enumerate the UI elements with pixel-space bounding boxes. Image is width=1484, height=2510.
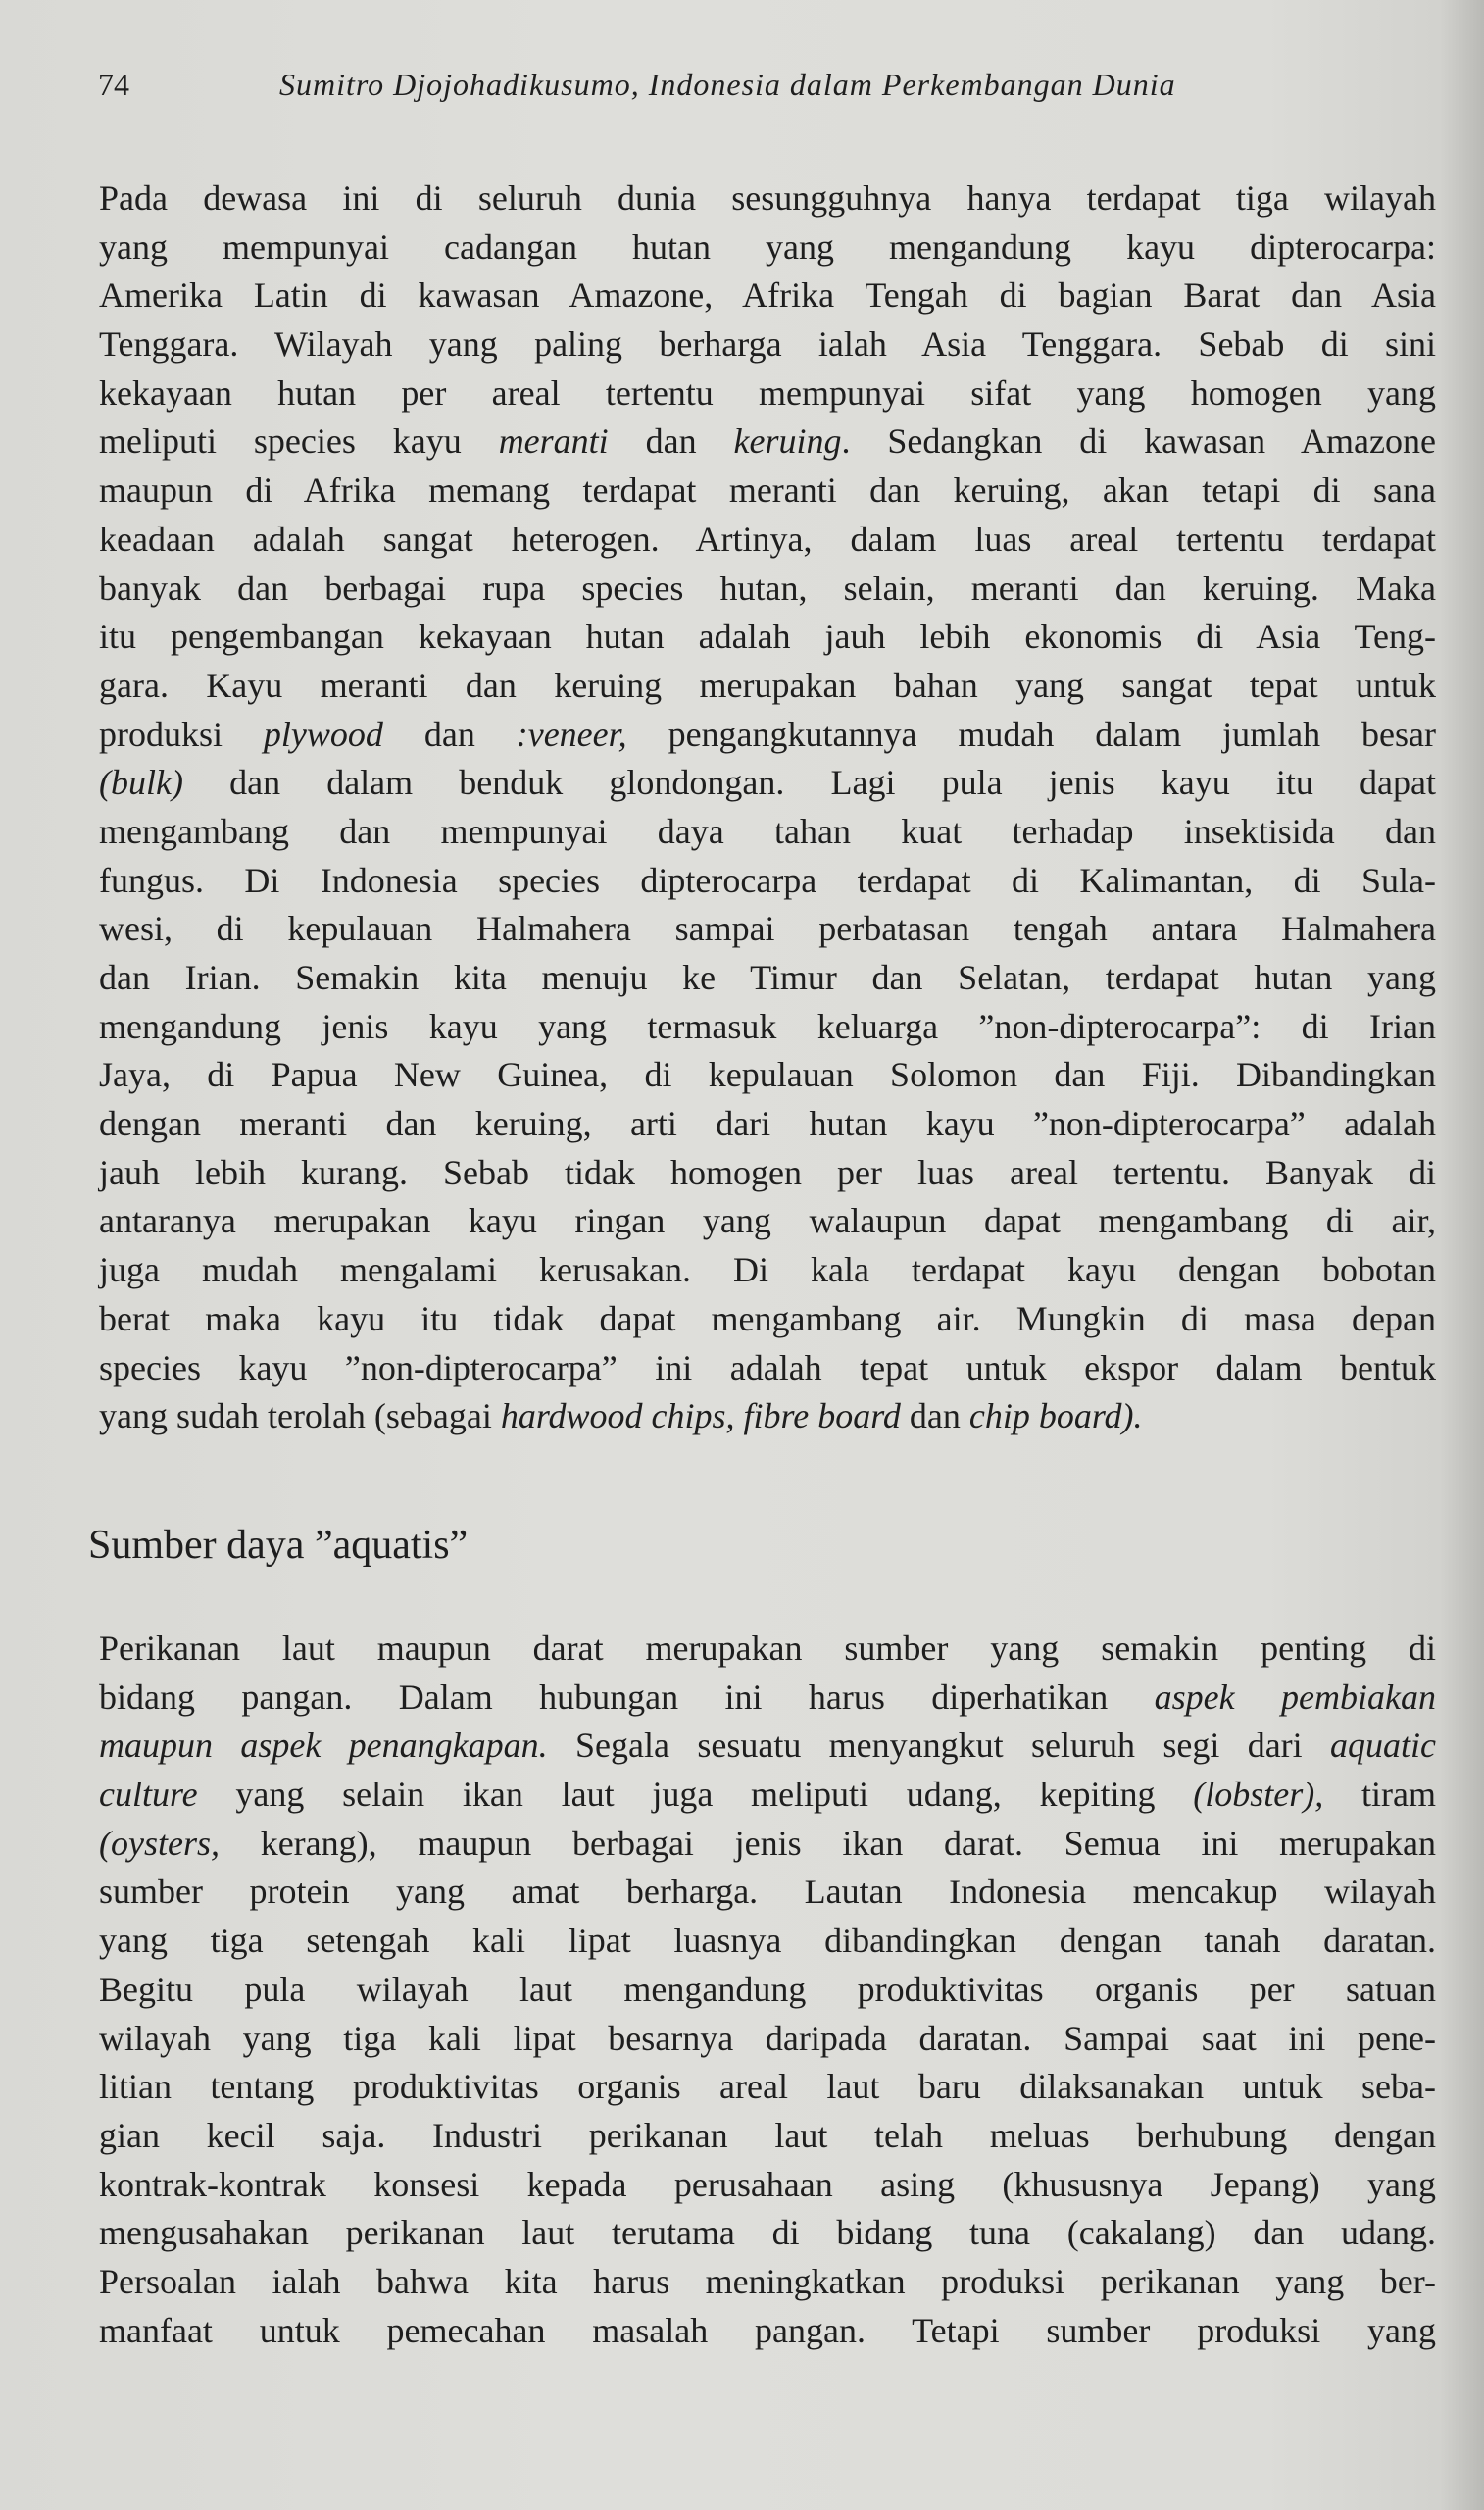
text-segment: mengambang dan mempunyai daya tahan kuat terhadap insektisida dan <box>99 811 1436 851</box>
text-line <box>99 2307 1436 2356</box>
text-line <box>99 1966 1436 2015</box>
text-line <box>99 1625 1436 1674</box>
text-line <box>99 808 1436 857</box>
italic-term: meranti <box>498 422 609 462</box>
text-line <box>99 1003 1436 1052</box>
text-segment: dengan meranti dan keruing, arti dari hutan kayu ”non-dipterocarpa” adalah <box>99 1104 1436 1144</box>
italic-term: chip board). <box>968 1396 1143 1436</box>
text-segment: Perikanan laut maupun darat merupakan sumber yang semakin penting di <box>99 1629 1436 1668</box>
text-segment: dan dalam benduk glondongan. Lagi pula jenis kayu itu dapat <box>182 763 1436 803</box>
text-line <box>99 321 1436 370</box>
page-number: 74 <box>98 67 129 102</box>
text-segment: yang selain ikan laut juga meliputi udang, kepiting <box>197 1775 1194 1815</box>
text-segment: manfaat untuk pemecahan masalah pangan. Tetapi sumber produksi yang <box>99 2310 1436 2350</box>
italic-term: keruing <box>733 422 842 462</box>
text-segment: Pada dewasa ini di seluruh dunia sesungguhnya hanya terdapat tiga wilayah <box>99 178 1436 218</box>
text-segment: dan Irian. Semakin kita menuju ke Timur dan Selatan, terdapat hutan yang <box>99 958 1436 997</box>
text-line <box>99 905 1436 954</box>
text-segment: jauh lebih kurang. Sebab tidak homogen per luas areal tertentu. Banyak di <box>99 1152 1436 1192</box>
text-line <box>99 1295 1436 1344</box>
text-line <box>99 2015 1436 2064</box>
text-line <box>99 1820 1436 1869</box>
text-line <box>99 1100 1436 1149</box>
text-segment: pengangkutannya mudah dalam jumlah besar <box>626 714 1437 754</box>
text-line <box>99 1722 1436 1771</box>
text-line <box>99 2063 1436 2112</box>
text-line <box>99 662 1436 711</box>
italic-term: plywood <box>263 714 383 754</box>
text-segment: bidang pangan. Dalam hubungan ini harus diperhatikan <box>99 1677 1155 1717</box>
text-line <box>99 1197 1436 1246</box>
text-segment: produksi <box>99 714 264 754</box>
text-line <box>99 1246 1436 1295</box>
text-segment: juga mudah mengalami kerusakan. Di kala terdapat kayu dengan bobotan <box>99 1250 1436 1290</box>
text-line <box>99 2161 1436 2210</box>
text-segment: keadaan adalah sangat heterogen. Artinya, dalam luas areal tertentu terdapat <box>99 519 1436 559</box>
text-line <box>99 857 1436 906</box>
text-line <box>99 175 1436 224</box>
text-segment: itu pengembangan kekayaan hutan adalah jauh lebih ekonomis di Asia Teng- <box>99 617 1436 657</box>
text-segment: fungus. Di Indonesia species dipterocarpa terdapat di Kalimantan, di Sula- <box>99 860 1436 900</box>
text-segment: meliputi species kayu <box>99 422 499 462</box>
italic-term: :veneer, <box>516 714 627 754</box>
text-segment: gian kecil saja. Industri perikanan laut telah meluas berhubung dengan <box>99 2115 1436 2155</box>
text-line <box>99 2112 1436 2161</box>
paragraph-fisheries <box>99 1625 1436 2355</box>
text-segment: tiram <box>1323 1775 1436 1815</box>
text-segment: wesi, di kepulauan Halmahera sampai perbatasan tengah antara Halmahera <box>99 909 1436 949</box>
text-line <box>99 1051 1436 1100</box>
text-line <box>99 1674 1436 1723</box>
paragraph-forests <box>99 175 1436 1441</box>
text-segment: . Sedangkan di kawasan Amazone <box>841 422 1436 462</box>
text-segment: yang sudah terolah (sebagai <box>99 1396 501 1436</box>
text-segment: sumber protein yang amat berharga. Lautan Indonesia mencakup wilayah <box>99 1872 1436 1912</box>
text-segment: dan <box>900 1396 969 1436</box>
text-segment: yang tiga setengah kali lipat luasnya dibandingkan dengan tanah daratan. <box>99 1921 1436 1961</box>
text-line <box>99 1868 1436 1917</box>
text-line <box>99 954 1436 1003</box>
text-segment: Segala sesuatu menyangkut seluruh segi dari <box>547 1726 1331 1766</box>
italic-term: (lobster), <box>1193 1775 1324 1815</box>
section-heading: Sumber daya ”aquatis” <box>88 1523 469 1568</box>
text-segment: kekayaan hutan per areal tertentu mempunyai sifat yang homogen yang <box>99 373 1436 413</box>
text-segment: Jaya, di Papua New Guinea, di kepulauan Solomon dan Fiji. Dibandingkan <box>99 1055 1436 1095</box>
text-segment: mengusahakan perikanan laut terutama di bidang tuna (cakalang) dan udang. <box>99 2213 1436 2253</box>
text-line <box>99 1917 1436 1966</box>
italic-term: hardwood chips, fibre board <box>500 1396 901 1436</box>
text-segment: yang mempunyai cadangan hutan yang mengandung kayu dipterocarpa: <box>99 226 1436 267</box>
text-line <box>99 1344 1436 1393</box>
italic-term: aspek pembiakan <box>1154 1677 1436 1717</box>
text-segment: maupun di Afrika memang terdapat meranti dan keruing, akan tetapi di sana <box>99 471 1436 511</box>
text-segment: species kayu ”non-dipterocarpa” ini adalah tepat untuk ekspor dalam bentuk <box>99 1347 1436 1387</box>
text-segment: dan <box>608 422 734 462</box>
text-line <box>99 711 1436 760</box>
text-line <box>99 418 1436 467</box>
text-line <box>99 516 1436 565</box>
text-line <box>99 1149 1436 1198</box>
italic-term: (oysters, <box>99 1823 220 1863</box>
text-segment: Amerika Latin di kawasan Amazone, Afrika Tengah di bagian Barat dan Asia <box>99 276 1436 316</box>
text-segment: gara. Kayu meranti dan keruing merupakan bahan yang sangat tepat untuk <box>99 665 1436 705</box>
italic-term: culture <box>99 1775 198 1815</box>
italic-term: (bulk) <box>99 763 183 803</box>
text-segment: Persoalan ialah bahwa kita harus meningkatkan produksi perikanan yang ber- <box>99 2261 1436 2301</box>
text-segment: kerang), maupun berbagai jenis ikan darat. Semua ini merupakan <box>219 1823 1436 1863</box>
page-header <box>98 67 1313 116</box>
text-line <box>99 565 1436 614</box>
text-segment: dan <box>382 714 517 754</box>
text-line <box>99 1771 1436 1820</box>
text-segment: Begitu pula wilayah laut mengandung produktivitas organis per satuan <box>99 1969 1436 2009</box>
text-segment: litian tentang produktivitas organis areal laut baru dilaksanakan untuk seba- <box>99 2067 1436 2107</box>
text-line <box>99 2258 1436 2307</box>
text-segment: antaranya merupakan kayu ringan yang walaupun dapat mengambang di air, <box>99 1201 1436 1241</box>
text-line <box>99 370 1436 419</box>
text-segment: banyak dan berbagai rupa species hutan, selain, meranti dan keruing. Maka <box>99 568 1436 608</box>
running-title: Sumitro Djojohadikusumo, Indonesia dalam Perkembangan Dunia <box>279 67 1176 102</box>
text-segment: Tenggara. Wilayah yang paling berharga ialah Asia Tenggara. Sebab di sini <box>99 325 1436 365</box>
text-line <box>99 224 1436 273</box>
italic-term: aquatic <box>1330 1726 1437 1766</box>
text-segment: berat maka kayu itu tidak dapat mengambang air. Mungkin di masa depan <box>99 1298 1436 1338</box>
text-line <box>99 272 1436 321</box>
text-line <box>99 1392 1436 1441</box>
text-line <box>99 467 1436 516</box>
text-line <box>99 759 1436 808</box>
text-line <box>99 613 1436 662</box>
text-line <box>99 2209 1436 2258</box>
italic-term: maupun aspek penangkapan. <box>99 1726 548 1766</box>
text-segment: wilayah yang tiga kali lipat besarnya daripada daratan. Sampai saat ini pene- <box>99 2018 1436 2058</box>
text-segment: kontrak-kontrak konsesi kepada perusahaan asing (khususnya Jepang) yang <box>99 2164 1436 2204</box>
text-segment: mengandung jenis kayu yang termasuk keluarga ”non-dipterocarpa”: di Irian <box>99 1006 1436 1046</box>
